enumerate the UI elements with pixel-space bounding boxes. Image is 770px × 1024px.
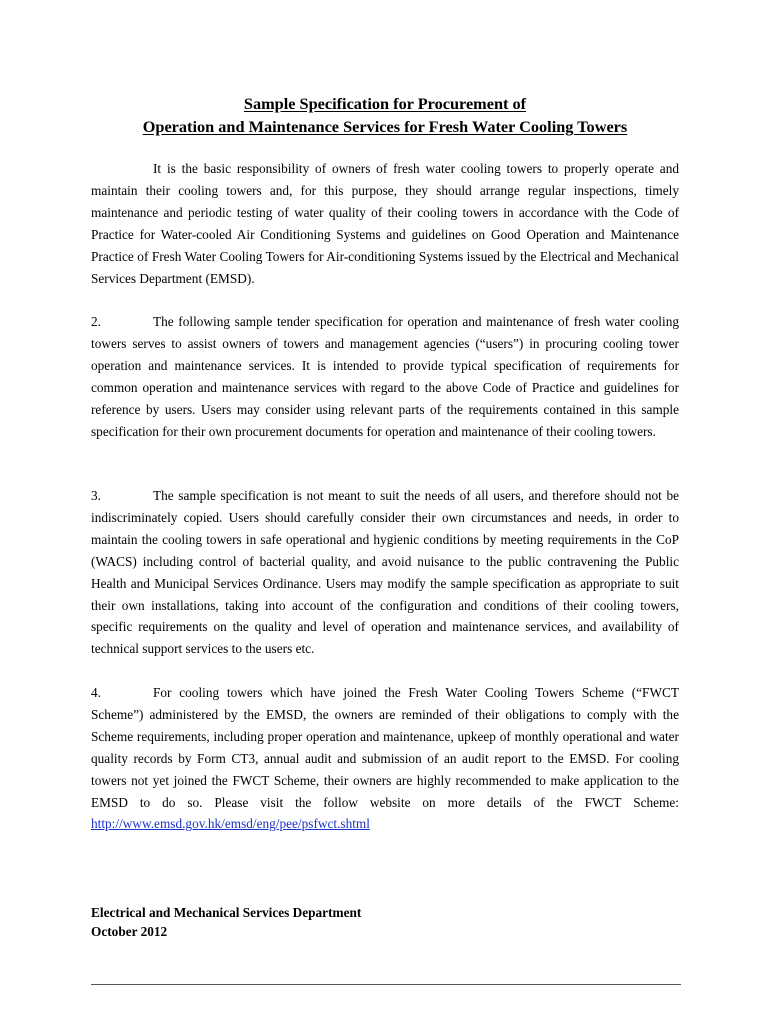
fwct-scheme-link[interactable]: http://www.emsd.gov.hk/emsd/eng/pee/psfwct.shtml [91, 816, 370, 832]
document-title [90, 92, 680, 138]
paragraph-2-text: The following sample tender specification for operation and maintenance of fresh water cooling towers serves to assist owners of towers and management agencies (“users”) in procuring cooling tower operation and maintenance services. It is intended to provide typical specification of requirements for common operation and maintenance services with regard to the above Code of Practice and guidelines for reference by users. Users may consider using relevant parts of the requirements contained in this sample specification for their own procurement documents for operation and maintenance of their cooling towers. [91, 314, 679, 439]
paragraph-1 [91, 158, 679, 289]
footer-date: October 2012 [91, 924, 168, 939]
paragraph-2-number: 2. [91, 314, 101, 329]
footer-organization: Electrical and Mechanical Services Department [91, 905, 362, 920]
paragraph-4-number: 4. [91, 685, 101, 700]
paragraph-1-text: It is the basic responsibility of owners of fresh water cooling towers to properly operate and maintain their cooling towers and, for this purpose, they should arrange regular inspections, timely maintenance and periodic testing of water quality of their cooling towers in accordance with the Code of Practice for Water-cooled Air Conditioning Systems and guidelines on Good Operation and Maintenance Practice of Fresh Water Cooling Towers for Air-conditioning Systems issued by the Electrical and Mechanical Services Department (EMSD). [91, 161, 679, 286]
paragraph-3 [91, 485, 679, 660]
paragraph-2 [91, 311, 679, 442]
paragraph-4-text: For cooling towers which have joined the Fresh Water Cooling Towers Scheme (“FWCT Scheme”) administered by the EMSD, the owners are reminded of their obligations to comply with the Scheme requirements, including proper operation and maintenance, upkeep of monthly operational and water quality records by Form CT3, annual audit and submission of an audit report to the EMSD. For cooling towers not yet joined the FWCT Scheme, their owners are highly recommended to make application to the EMSD to do so. Please visit the follow website on more details of the FWCT Scheme: [91, 685, 679, 810]
footer-divider [91, 984, 681, 985]
paragraph-3-number: 3. [91, 488, 101, 503]
title-line-1: Sample Specification for Procurement of [243, 94, 527, 113]
paragraph-4 [91, 682, 679, 835]
title-line-2: Operation and Maintenance Services for Fresh Water Cooling Towers [142, 117, 628, 136]
paragraph-3-text: The sample specification is not meant to suit the needs of all users, and therefore should not be indiscriminately copied. Users should carefully consider their own circumstances and needs, in order to maintain the cooling towers in safe operational and hygienic conditions by meeting requirements in the CoP (WACS) including control of bacterial quality, and avoid nuisance to the public contravening the Public Health and Municipal Services Ordinance. Users may modify the sample specification as appropriate to suit their own installations, taking into account of the configuration and conditions of their cooling towers, specific requirements on the quality and level of operation and maintenance services, and availability of technical support services to the users etc. [91, 488, 679, 657]
